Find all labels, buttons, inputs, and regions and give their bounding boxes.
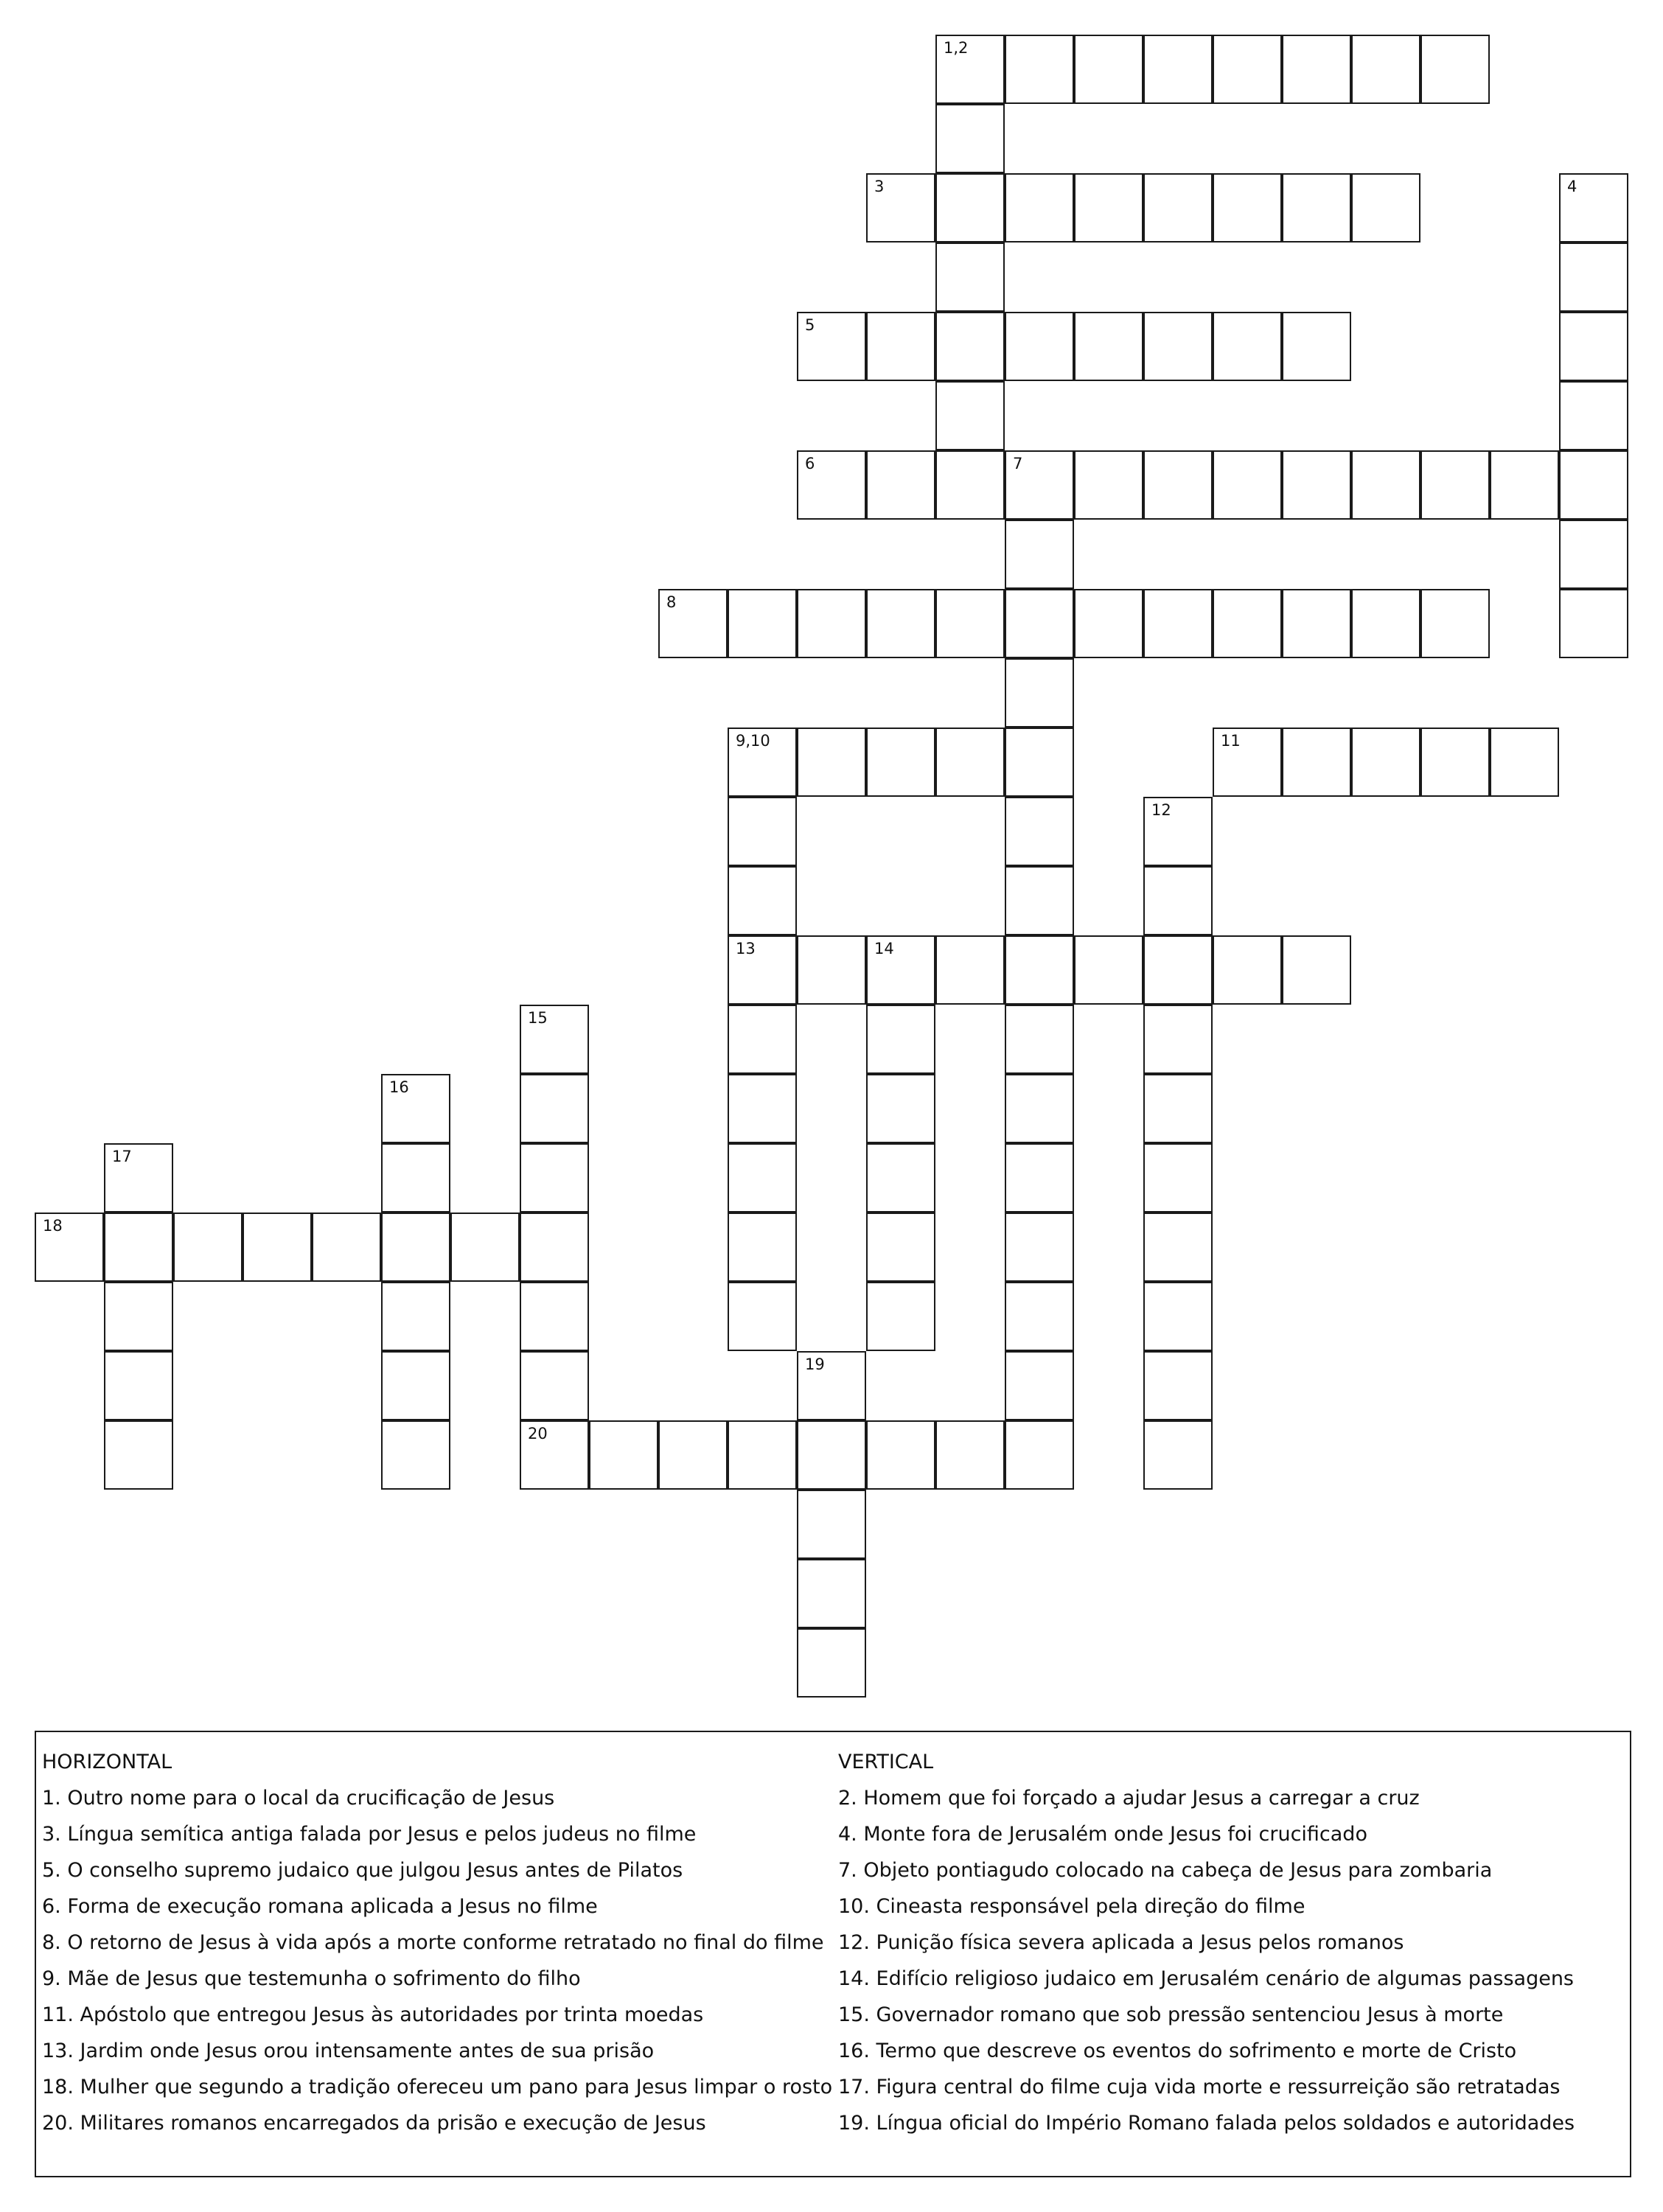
grid-cell[interactable] bbox=[1005, 866, 1074, 935]
grid-cell[interactable] bbox=[1420, 35, 1490, 104]
clue-vertical-10: 10. Cineasta responsável pela direção do filme bbox=[838, 1895, 1305, 1918]
grid-cell[interactable] bbox=[1351, 173, 1420, 243]
grid-cell[interactable] bbox=[728, 1282, 797, 1351]
grid-cell[interactable] bbox=[658, 1420, 728, 1490]
grid-cell[interactable] bbox=[1005, 1282, 1074, 1351]
grid-cell[interactable] bbox=[1559, 589, 1628, 658]
grid-cell[interactable] bbox=[1420, 728, 1490, 797]
clue-number: 5 bbox=[805, 316, 815, 334]
clue-number: 14 bbox=[874, 940, 894, 957]
clue-number: 4 bbox=[1567, 178, 1577, 195]
grid-cell[interactable] bbox=[381, 1351, 450, 1420]
grid-cell[interactable] bbox=[1005, 1420, 1074, 1490]
grid-cell[interactable] bbox=[104, 1143, 173, 1213]
grid-cell[interactable] bbox=[1005, 1351, 1074, 1420]
grid-cell[interactable] bbox=[1213, 35, 1282, 104]
clues-box bbox=[35, 1731, 1631, 2177]
clue-vertical-12: 12. Punição física severa aplicada a Jesus pelos romanos bbox=[838, 1931, 1404, 1954]
clue-number: 13 bbox=[736, 940, 756, 957]
grid-cell[interactable] bbox=[935, 450, 1005, 520]
grid-cell[interactable] bbox=[935, 312, 1005, 381]
grid-cell[interactable] bbox=[1282, 312, 1351, 381]
grid-cell[interactable] bbox=[1213, 312, 1282, 381]
clue-horizontal-11: 11. Apóstolo que entregou Jesus às autoridades por trinta moedas bbox=[42, 2003, 704, 2026]
clue-vertical-17: 17. Figura central do filme cuja vida morte e ressurreição são retratadas bbox=[838, 2076, 1561, 2098]
grid-cell[interactable] bbox=[866, 1005, 935, 1074]
grid-cell[interactable] bbox=[104, 1282, 173, 1351]
grid-cell[interactable] bbox=[1490, 728, 1559, 797]
grid-cell[interactable] bbox=[1559, 243, 1628, 312]
grid-cell[interactable] bbox=[728, 797, 797, 866]
clue-horizontal-18: 18. Mulher que segundo a tradição ofereceu um pano para Jesus limpar o rosto bbox=[42, 2076, 833, 2098]
grid-cell[interactable] bbox=[1282, 450, 1351, 520]
grid-cell[interactable] bbox=[520, 1351, 589, 1420]
grid-cell[interactable] bbox=[1074, 312, 1143, 381]
grid-cell[interactable] bbox=[1351, 450, 1420, 520]
grid-cell[interactable] bbox=[104, 1213, 173, 1282]
grid-cell[interactable] bbox=[935, 104, 1005, 173]
grid-cell[interactable] bbox=[1559, 450, 1628, 520]
clue-vertical-15: 15. Governador romano que sob pressão sentenciou Jesus à morte bbox=[838, 2003, 1504, 2026]
grid-cell[interactable] bbox=[1074, 450, 1143, 520]
grid-cell[interactable] bbox=[1143, 1143, 1213, 1213]
grid-cell[interactable] bbox=[797, 1420, 866, 1490]
grid-cell[interactable] bbox=[728, 1213, 797, 1282]
grid-cell[interactable] bbox=[1213, 935, 1282, 1005]
grid-cell[interactable] bbox=[1005, 589, 1074, 658]
grid-cell[interactable] bbox=[1559, 312, 1628, 381]
grid-cell[interactable] bbox=[1143, 866, 1213, 935]
grid-cell[interactable] bbox=[866, 1213, 935, 1282]
clue-horizontal-6: 6. Forma de execução romana aplicada a Jesus no filme bbox=[42, 1895, 598, 1918]
clue-vertical-4: 4. Monte fora de Jerusalém onde Jesus foi crucificado bbox=[838, 1823, 1367, 1846]
grid-cell[interactable] bbox=[1143, 450, 1213, 520]
grid-cell[interactable] bbox=[243, 1213, 312, 1282]
grid-cell[interactable] bbox=[728, 1005, 797, 1074]
grid-cell[interactable] bbox=[381, 1074, 450, 1143]
vertical-clues bbox=[838, 1744, 1620, 2141]
clue-number: 19 bbox=[805, 1356, 825, 1373]
grid-cell[interactable] bbox=[1282, 173, 1351, 243]
grid-cell[interactable] bbox=[866, 935, 935, 1005]
grid-cell[interactable] bbox=[1005, 935, 1074, 1005]
grid-cell[interactable] bbox=[1143, 1005, 1213, 1074]
grid-cell[interactable] bbox=[1005, 1005, 1074, 1074]
grid-cell[interactable] bbox=[797, 1628, 866, 1698]
grid-cell[interactable] bbox=[935, 35, 1005, 104]
grid-cell[interactable] bbox=[935, 935, 1005, 1005]
grid-cell[interactable] bbox=[728, 866, 797, 935]
grid-cell[interactable] bbox=[1143, 1074, 1213, 1143]
clue-horizontal-1: 1. Outro nome para o local da crucificação de Jesus bbox=[42, 1787, 555, 1810]
grid-cell[interactable] bbox=[1074, 935, 1143, 1005]
clue-number: 6 bbox=[805, 455, 815, 472]
grid-cell[interactable] bbox=[1282, 935, 1351, 1005]
clue-horizontal-20: 20. Militares romanos encarregados da prisão e execução de Jesus bbox=[42, 2112, 706, 2135]
grid-cell[interactable] bbox=[797, 728, 866, 797]
grid-cell[interactable] bbox=[935, 1420, 1005, 1490]
grid-cell[interactable] bbox=[728, 1074, 797, 1143]
grid-cell[interactable] bbox=[1490, 450, 1559, 520]
grid-cell[interactable] bbox=[1143, 312, 1213, 381]
grid-cell[interactable] bbox=[1143, 797, 1213, 866]
grid-cell[interactable] bbox=[1005, 1143, 1074, 1213]
clue-number: 16 bbox=[389, 1078, 409, 1096]
clue-number: 15 bbox=[528, 1009, 548, 1027]
clue-horizontal-13: 13. Jardim onde Jesus orou intensamente antes de sua prisão bbox=[42, 2040, 655, 2062]
grid-cell[interactable] bbox=[1559, 520, 1628, 589]
grid-cell[interactable] bbox=[1282, 35, 1351, 104]
grid-cell[interactable] bbox=[1074, 35, 1143, 104]
clue-horizontal-3: 3. Língua semítica antiga falada por Jesus e pelos judeus no filme bbox=[42, 1823, 697, 1846]
clue-vertical-7: 7. Objeto pontiagudo colocado na cabeça de Jesus para zombaria bbox=[838, 1859, 1493, 1882]
clue-horizontal-5: 5. O conselho supremo judaico que julgou Jesus antes de Pilatos bbox=[42, 1859, 683, 1882]
grid-cell[interactable] bbox=[866, 728, 935, 797]
clue-number: 8 bbox=[666, 593, 677, 611]
grid-cell[interactable] bbox=[1420, 589, 1490, 658]
grid-cell[interactable] bbox=[1143, 1351, 1213, 1420]
grid-cell[interactable] bbox=[1143, 935, 1213, 1005]
grid-cell[interactable] bbox=[1351, 35, 1420, 104]
grid-cell[interactable] bbox=[1143, 1420, 1213, 1490]
clue-number: 9,10 bbox=[736, 732, 770, 750]
horizontal-clue-list bbox=[42, 1780, 833, 2141]
grid-cell[interactable] bbox=[728, 589, 797, 658]
grid-cell[interactable] bbox=[312, 1213, 381, 1282]
grid-cell[interactable] bbox=[1213, 728, 1282, 797]
grid-cell[interactable] bbox=[520, 1074, 589, 1143]
grid-cell[interactable] bbox=[1005, 1213, 1074, 1282]
grid-cell[interactable] bbox=[1559, 173, 1628, 243]
grid-cell[interactable] bbox=[381, 1420, 450, 1490]
clue-number: 1,2 bbox=[944, 39, 969, 57]
grid-cell[interactable] bbox=[658, 589, 728, 658]
grid-cell[interactable] bbox=[381, 1282, 450, 1351]
grid-cell[interactable] bbox=[1005, 1074, 1074, 1143]
grid-cell[interactable] bbox=[728, 1420, 797, 1490]
vertical-heading: VERTICAL bbox=[838, 1751, 934, 1773]
grid-cell[interactable] bbox=[381, 1213, 450, 1282]
clue-number: 3 bbox=[874, 178, 885, 195]
grid-cell[interactable] bbox=[728, 935, 797, 1005]
grid-cell[interactable] bbox=[1351, 589, 1420, 658]
grid-cell[interactable] bbox=[520, 1005, 589, 1074]
grid-cell[interactable] bbox=[866, 173, 935, 243]
grid-cell[interactable] bbox=[797, 450, 866, 520]
clue-horizontal-9: 9. Mãe de Jesus que testemunha o sofrimento do filho bbox=[42, 1967, 581, 1990]
grid-cell[interactable] bbox=[935, 243, 1005, 312]
grid-cell[interactable] bbox=[797, 1559, 866, 1628]
grid-cell[interactable] bbox=[797, 1490, 866, 1559]
grid-cell[interactable] bbox=[797, 589, 866, 658]
grid-cell[interactable] bbox=[866, 1282, 935, 1351]
horizontal-clues bbox=[42, 1744, 833, 2141]
grid-cell[interactable] bbox=[1143, 589, 1213, 658]
grid-cell[interactable] bbox=[1282, 728, 1351, 797]
grid-cell[interactable] bbox=[797, 312, 866, 381]
grid-cell[interactable] bbox=[1005, 658, 1074, 728]
clue-vertical-14: 14. Edifício religioso judaico em Jerusalém cenário de algumas passagens bbox=[838, 1967, 1574, 1990]
grid-cell[interactable] bbox=[1559, 381, 1628, 450]
grid-cell[interactable] bbox=[1005, 312, 1074, 381]
grid-cell[interactable] bbox=[1143, 1213, 1213, 1282]
clue-vertical-16: 16. Termo que descreve os eventos do sofrimento e morte de Cristo bbox=[838, 2040, 1517, 2062]
grid-cell[interactable] bbox=[1005, 450, 1074, 520]
grid-cell[interactable] bbox=[104, 1420, 173, 1490]
grid-cell[interactable] bbox=[935, 173, 1005, 243]
grid-cell[interactable] bbox=[866, 1420, 935, 1490]
grid-cell[interactable] bbox=[1005, 35, 1074, 104]
grid-cell[interactable] bbox=[866, 589, 935, 658]
grid-cell[interactable] bbox=[520, 1143, 589, 1213]
clue-vertical-2: 2. Homem que foi forçado a ajudar Jesus a carregar a cruz bbox=[838, 1787, 1420, 1810]
grid-cell[interactable] bbox=[1005, 520, 1074, 589]
grid-cell[interactable] bbox=[35, 1213, 104, 1282]
grid-cell[interactable] bbox=[1213, 173, 1282, 243]
grid-cell[interactable] bbox=[1213, 589, 1282, 658]
grid-cell[interactable] bbox=[866, 312, 935, 381]
grid-cell[interactable] bbox=[935, 381, 1005, 450]
grid-cell[interactable] bbox=[866, 1074, 935, 1143]
grid-cell[interactable] bbox=[173, 1213, 243, 1282]
grid-cell[interactable] bbox=[1143, 1282, 1213, 1351]
grid-cell[interactable] bbox=[1074, 173, 1143, 243]
grid-cell[interactable] bbox=[935, 589, 1005, 658]
grid-cell[interactable] bbox=[797, 1351, 866, 1420]
grid-cell[interactable] bbox=[520, 1420, 589, 1490]
grid-cell[interactable] bbox=[520, 1213, 589, 1282]
grid-cell[interactable] bbox=[1005, 797, 1074, 866]
grid-cell[interactable] bbox=[797, 935, 866, 1005]
grid-cell[interactable] bbox=[728, 728, 797, 797]
grid-cell[interactable] bbox=[520, 1282, 589, 1351]
clue-horizontal-8: 8. O retorno de Jesus à vida após a morte conforme retratado no final do filme bbox=[42, 1931, 824, 1954]
grid-cell[interactable] bbox=[589, 1420, 658, 1490]
grid-cell[interactable] bbox=[450, 1213, 520, 1282]
grid-cell[interactable] bbox=[935, 728, 1005, 797]
grid-cell[interactable] bbox=[1005, 173, 1074, 243]
grid-cell[interactable] bbox=[728, 1143, 797, 1213]
clue-vertical-19: 19. Língua oficial do Império Romano falada pelos soldados e autoridades bbox=[838, 2112, 1575, 2135]
clue-number: 7 bbox=[1013, 455, 1023, 472]
clue-number: 11 bbox=[1221, 732, 1241, 750]
grid-cell[interactable] bbox=[381, 1143, 450, 1213]
grid-cell[interactable] bbox=[1143, 35, 1213, 104]
clue-number: 12 bbox=[1151, 801, 1171, 819]
grid-cell[interactable] bbox=[104, 1351, 173, 1420]
grid-cell[interactable] bbox=[1213, 450, 1282, 520]
clue-number: 20 bbox=[528, 1425, 548, 1442]
grid-cell[interactable] bbox=[866, 1143, 935, 1213]
horizontal-heading: HORIZONTAL bbox=[42, 1751, 172, 1773]
clue-number: 17 bbox=[112, 1148, 132, 1165]
vertical-clue-list bbox=[838, 1780, 1620, 2141]
grid-cell[interactable] bbox=[1074, 589, 1143, 658]
grid-cell[interactable] bbox=[1005, 728, 1074, 797]
grid-cell[interactable] bbox=[1420, 450, 1490, 520]
clue-number: 18 bbox=[43, 1217, 63, 1235]
grid-cell[interactable] bbox=[866, 450, 935, 520]
grid-cell[interactable] bbox=[1143, 173, 1213, 243]
grid-cell[interactable] bbox=[1282, 589, 1351, 658]
grid-cell[interactable] bbox=[1351, 728, 1420, 797]
